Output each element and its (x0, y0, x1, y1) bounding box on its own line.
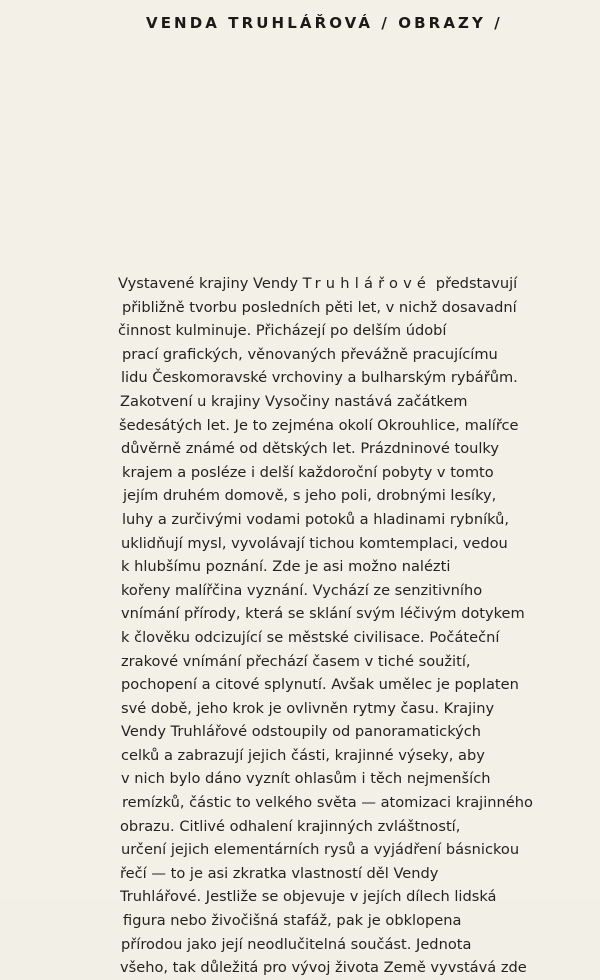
text-line: remízků, částic to velkého světa — atomizaci krajinného (122, 794, 533, 812)
text-segment: Vystavené krajiny Vendy (118, 275, 298, 292)
text-line: k hlubšímu poznání. Zde je asi možno nalézti (121, 558, 451, 576)
text-line: řečí — to je asi zkratka vlastností děl Vendy (120, 864, 439, 882)
text-line: přírodou jako její neodlučitelná součást. Jednota (121, 935, 472, 953)
text-line: Truhlářové. Jestliže se objevuje v jejích dílech lidská (120, 888, 497, 906)
text-line: určení jejich elementárních rysů a vyjádření básnickou (121, 841, 520, 859)
text-line: šedesátých let. Je to zejména okolí Okrouhlice, malířce (119, 416, 519, 434)
text-segment: představují (435, 275, 518, 292)
text-line: celků a zabrazují jejich části, krajinné výseky, aby (121, 746, 485, 764)
text-line: luhy a zurčivými vodami potoků a hladinami rybníků, (122, 510, 510, 528)
text-line: obrazu. Citlivé odhalení krajinných zvláštností, (120, 817, 461, 835)
text-line: všeho, tak důležitá pro vývoj života Země vyvstává zde (120, 959, 527, 977)
text-line (118, 272, 588, 296)
text-line: k člověku odcizující se městské civilisace. Počáteční (121, 628, 500, 646)
text-line: Zakotvení u krajiny Vysočiny nastává začátkem (120, 392, 468, 410)
text-line: vnímání přírody, která se sklání svým léčivým dotykem (121, 605, 525, 623)
text-line: lidu Českomoravské vrchoviny a bulharským rybářům. (121, 369, 518, 387)
text-line: jejím druhém domově, s jeho poli, drobnými lesíky, (123, 487, 497, 505)
text-line: pochopení a citové splynutí. Avšak umělec je poplaten (121, 676, 519, 694)
body-text (118, 272, 588, 980)
text-line: činnost kulminuje. Přicházejí po delším údobí (118, 322, 447, 340)
text-line: figura nebo živočišná stafáž, pak je obklopena (123, 912, 462, 930)
text-line: přibližně tvorbu posledních pěti let, v nichž dosavadní (122, 298, 517, 316)
page-title: VENDA TRUHLÁŘOVÁ / OBRAZY / (146, 14, 503, 32)
text-line: v nich bylo dáno vyznít ohlasům i těch nejmenších (121, 770, 491, 788)
text-line: důvěrně známé od dětských let. Prázdninové toulky (121, 440, 500, 458)
text-line: zrakové vnímání přechází časem v tiché soužití, (121, 652, 471, 670)
text-line: prací grafických, věnovaných převážně pracujícímu (122, 345, 498, 363)
text-line: uklidňují mysl, vyvolávají tichou komtemplaci, vedou (121, 534, 508, 552)
text-line: kořeny malířčina vyznání. Vychází ze senzitivního (121, 581, 483, 599)
spaced-name: Truhlářové (302, 275, 432, 292)
text-line: své době, jeho krok je ovlivněn rytmy času. Krajiny (121, 699, 495, 717)
text-line: krajem a posléze i delší každoroční pobyty v tomto (122, 463, 494, 481)
text-line: Vendy Truhlářové odstoupily od panoramatických (121, 723, 482, 741)
